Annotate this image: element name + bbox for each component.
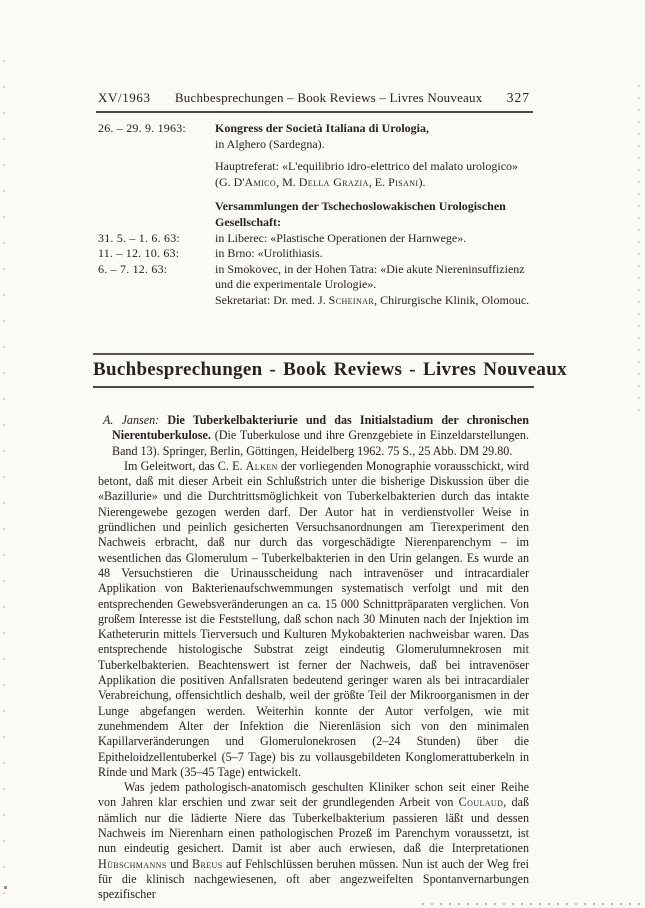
event-text: Kongress der Società Italiana di Urologia, in Alghero (Sardegna). bbox=[215, 121, 430, 151]
event-date: 6. – 7. 12. 63: bbox=[98, 261, 168, 276]
running-head bbox=[98, 90, 530, 106]
event-date bbox=[98, 293, 215, 309]
header-rule bbox=[96, 111, 533, 113]
calendar-row bbox=[98, 159, 534, 190]
event-date: 26. – 29. 9. 1963: bbox=[98, 121, 186, 135]
event-text: Hauptreferat: «L'equilibrio idro-elettrico del malato urologico» (G. D'Amico, M. Della Grazia, E. Pisani). bbox=[215, 159, 519, 189]
event-text: in Smokovec, in der Hohen Tatra: «Die akute Niereninsuffizienz und die experimentale Urologie». bbox=[215, 261, 525, 292]
event-date bbox=[98, 199, 215, 230]
page-number: 327 bbox=[506, 90, 530, 105]
book-review bbox=[98, 413, 529, 903]
running-title: Buchbesprechungen – Book Reviews – Livres Nouveaux bbox=[174, 90, 483, 105]
section-heading-block bbox=[93, 353, 567, 388]
event-date bbox=[98, 159, 215, 190]
event-date: 11. – 12. 10. 63: bbox=[98, 246, 180, 261]
section-title: Buchbesprechungen - Book Reviews - Livres Nouveaux bbox=[93, 359, 567, 380]
review-paragraph-2: Was jedem pathologisch-anatomisch geschulten Kliniker schon seit einer Reihe von Jahren klar erschien und zwar seit der grundlegenden Arbeit von Coulaud, daß nämlich nur die lädierte Niere das Tuberkelbakterium passieren läßt und dessen Nachweis im Nierenharn einen pathologischen Prozeß im Parenchym voraussetzt, ist nun eindeutig gesichert. Damit ist aber auch erwiesen, daß die Interpretationen Hübschmanns und Breus auf Fehlschlüssen beruhen müssen. Nun ist auch der Weg frei für die klinisch nachgewiesenen, oft aber angezweifelten Spontanvernarbungen spezifischer bbox=[98, 780, 529, 902]
event-text: Versammlungen der Tschechoslowakischen Urologischen Gesellschaft: bbox=[215, 199, 506, 229]
scan-edge-artifact-left bbox=[3, 60, 5, 900]
scan-artifact-bottom-dots bbox=[422, 903, 643, 905]
review-paragraph-1: Im Geleitwort, das C. E. Alken der vorliegenden Monographie vorausschickt, wird betont, daß mit dieser Arbeit ein Schlußstrich unter die bisherige Diskussion über die «Bazillurie» und die Durchtrittsmöglichkeit von Tuberkelbakterien durch das intakte Nierengewebe gezogen werden darf. Der Autor hat in verdienstvoller Weise in gründlichen und peinlich gesicherten Versuchsanordnungen am Tierexperiment den Nachweis erbracht, daß nur durch das vorgeschädigte Nierenparenchym – im wesentlichen das Glomerulum – Tuberkelbakterien in den Urin gelangen. Es wurde an 48 Versuchstieren die Urinausscheidung nach intravenöser und intracardialer Applikation von Bakterienaufschwemmungen systematisch verfolgt und mit den entsprechenden Gewebsveränderungen an ca. 15 000 Schnittpräparaten verglichen. Von großem Interesse ist die Feststellung, daß schon nach 30 Minuten nach der Injektion im Katheterurin mittels Tierversuch und Kulturen Mykobakterien nachweisbar waren. Das entsprechende histologische Substrat zeigt eindeutig Glomerulumnekrosen mit Tuberkelbakterien. Beachtenswert ist ferner der Nachweis, daß bei intravenöser Applikation die positiven Anfallsraten bedeutend geringer waren als bei intracardialer Verabreichung, offensichtlich deshalb, weil der größte Teil der Mikroorganismen in der Lunge abgefangen werden. Weiterhin konnte der Autor verfolgen, wie mit zunehmendem Alter der Infektion die Nierenläsion sich von den minimalen Kapillarveränderungen und Glomerulonekrosen (2–24 Stunden) über die Epitheloidzellentuberkel (5–7 Tage) bis zu vollausgebildeten Konglomerattuberkeln in Rinde und Mark (35–45 Tage) entwickelt. bbox=[98, 458, 529, 779]
calendar-row bbox=[98, 246, 534, 262]
scan-speck bbox=[4, 886, 7, 889]
congress-calendar bbox=[98, 121, 534, 309]
calendar-row bbox=[98, 121, 534, 152]
event-text: in Brno: «Urolithiasis. bbox=[215, 246, 323, 261]
scan-edge-artifact-right bbox=[638, 85, 640, 417]
event-text: Sekretariat: Dr. med. J. Scheinar, Chirurgische Klinik, Olomouc. bbox=[215, 292, 530, 307]
volume-issue: XV/1963 bbox=[98, 90, 151, 105]
calendar-row bbox=[98, 262, 534, 293]
event-date: 31. 5. – 1. 6. 63: bbox=[98, 230, 180, 245]
event-text: in Liberec: «Plastische Operationen der Harnwege». bbox=[215, 230, 467, 245]
calendar-row bbox=[98, 199, 534, 230]
calendar-row bbox=[98, 231, 534, 247]
review-citation: A. Jansen: Die Tuberkelbakteriurie und das Initialstadium der chronischen Nierentuberkulose. (Die Tuberkulose und ihre Grenzgebiete in Einzeldarstellungen. Band 13). Springer, Berlin, Göttingen, Heidelberg 1962. 75 S., 25 Abb. DM 29.80. bbox=[103, 413, 529, 458]
calendar-row bbox=[98, 293, 534, 309]
